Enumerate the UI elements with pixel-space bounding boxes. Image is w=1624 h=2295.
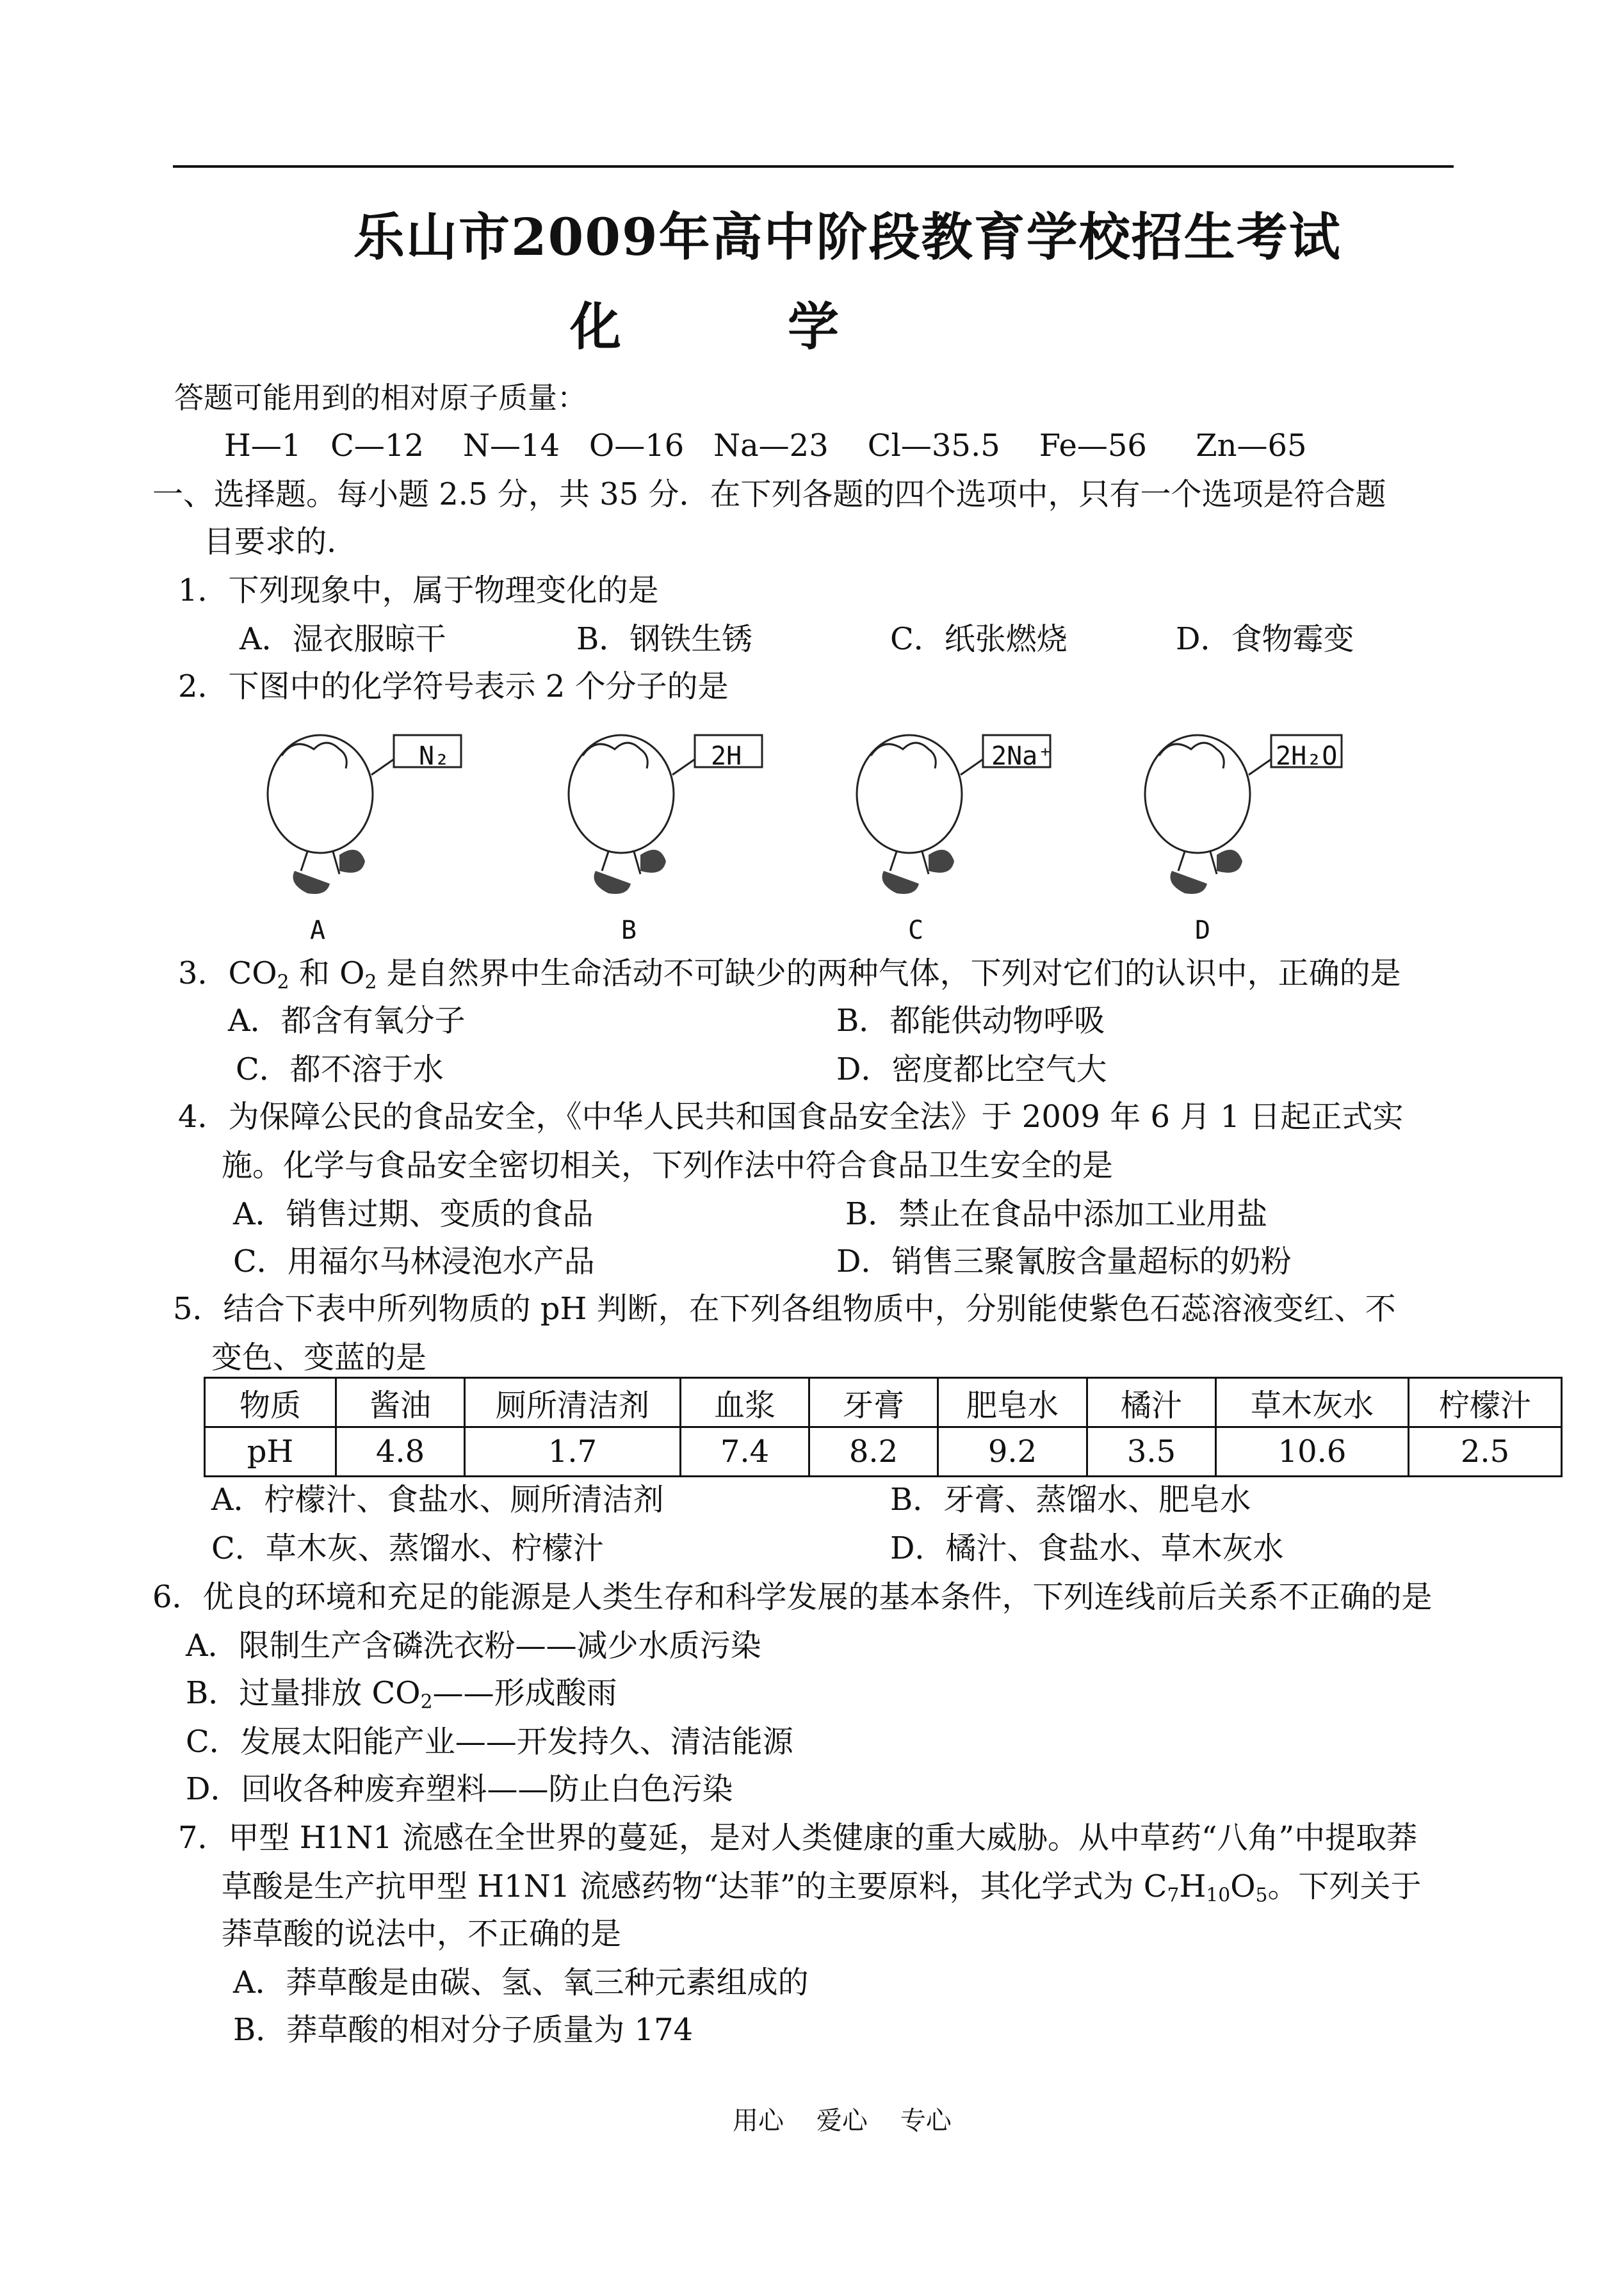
q7-stem: 7．甲型 H1N1 流感在全世界的蔓延，是对人类健康的重大威胁。从中草药“八角”中提取莽 xyxy=(178,1820,1418,1856)
q3-stem: 3．$CO_2$ 和 $O_2$ 是自然界中生命活动不可缺少的两种气体，下列对它们的认识中，正确的是 xyxy=(178,955,1401,994)
q7-stem-cont-2: 莽草酸的说法中，不正确的是 xyxy=(222,1916,622,1952)
sign-label-c: 2Na⁺ xyxy=(991,742,1053,771)
q6-stem: 6．优良的环境和充足的能源是人类生存和科学发展的基本条件，下列连线前后关系不正确的是 xyxy=(152,1579,1433,1615)
page-footer: 用心 爱心 专心 xyxy=(733,2106,952,2136)
q4-option-c: C．用福尔马林浸泡水产品 xyxy=(233,1244,595,1279)
atomic-mass-list: H—1 C—12 N—14 O—16 Na—23 Cl—35.5 Fe—56 Zn—65 xyxy=(224,428,1307,464)
figure-label-a: A xyxy=(310,916,326,945)
table-cell: 柠檬汁 xyxy=(1409,1378,1562,1427)
q7-option-b: B．莽草酸的相对分子质量为 174 xyxy=(233,2012,694,2048)
table-cell: 肥皂水 xyxy=(938,1378,1087,1427)
q6-option-a: A．限制生产含磷洗衣粉——减少水质污染 xyxy=(186,1628,761,1664)
subject-char-2: 学 xyxy=(788,296,839,357)
q3-option-d: D．密度都比空气大 xyxy=(836,1051,1107,1087)
q1-stem: 1．下列现象中，属于物理变化的是 xyxy=(178,572,659,608)
table-row xyxy=(205,1378,1562,1427)
section-heading: 一、选择题。每小题 2.5 分，共 35 分．在下列各题的四个选项中，只有一个选项是符合题 xyxy=(152,476,1386,512)
q5-option-d: D．橘汁、食盐水、草木灰水 xyxy=(890,1530,1284,1566)
subject-char-1: 化 xyxy=(570,296,621,357)
table-cell: 牙膏 xyxy=(809,1378,938,1427)
table-cell: 厕所清洁剂 xyxy=(465,1378,681,1427)
table-cell: 9.2 xyxy=(938,1427,1087,1477)
table-cell: 酱油 xyxy=(336,1378,465,1427)
figure-character-c xyxy=(845,730,1057,896)
q1-option-d: D．食物霉变 xyxy=(1176,621,1354,657)
q5-option-b: B．牙膏、蒸馏水、肥皂水 xyxy=(890,1482,1251,1518)
sign-label-a: N₂ xyxy=(419,742,450,771)
q3-option-a: A．都含有氧分子 xyxy=(228,1003,466,1039)
q1-option-b: B．钢铁生锈 xyxy=(576,621,753,657)
figure-label-b: B xyxy=(621,916,637,945)
q6-option-b: B．过量排放 $CO_2——$形成酸雨 xyxy=(186,1675,617,1714)
q3-option-b: B．都能供动物呼吸 xyxy=(836,1003,1105,1039)
figure-label-c: C xyxy=(908,916,924,945)
section-heading-cont: 目要求的. xyxy=(204,524,337,560)
q5-stem-cont: 变色、变蓝的是 xyxy=(211,1340,427,1375)
table-cell: 1.7 xyxy=(465,1427,681,1477)
atomic-mass-intro: 答题可能用到的相对原子质量： xyxy=(174,380,587,415)
q4-option-d: D．销售三聚氰胺含量超标的奶粉 xyxy=(836,1244,1292,1279)
q1-option-a: A．湿衣服晾干 xyxy=(240,621,446,657)
table-cell: 10.6 xyxy=(1216,1427,1409,1477)
q6-option-c: C．发展太阳能产业——开发持久、清洁能源 xyxy=(186,1724,793,1760)
table-cell: 物质 xyxy=(205,1378,336,1427)
q5-option-c: C．草木灰、蒸馏水、柠檬汁 xyxy=(211,1530,604,1566)
table-row xyxy=(205,1427,1562,1477)
table-cell: 3.5 xyxy=(1087,1427,1216,1477)
table-cell: pH xyxy=(205,1427,336,1477)
table-cell: 橘汁 xyxy=(1087,1378,1216,1427)
table-cell: 7.4 xyxy=(681,1427,809,1477)
q4-stem: 4．为保障公民的食品安全，《中华人民共和国食品安全法》于 2009 年 6 月 1 日起正式实 xyxy=(178,1099,1404,1135)
table-cell: 4.8 xyxy=(336,1427,465,1477)
table-cell: 血浆 xyxy=(681,1378,809,1427)
table-cell: 草木灰水 xyxy=(1216,1378,1409,1427)
figure-character-d xyxy=(1133,730,1345,896)
table-cell: 8.2 xyxy=(809,1427,938,1477)
q7-option-a: A．莽草酸是由碳、氢、氧三种元素组成的 xyxy=(233,1965,809,2000)
table-cell: 2.5 xyxy=(1409,1427,1562,1477)
q4-option-b: B．禁止在食品中添加工业用盐 xyxy=(845,1196,1268,1232)
q5-option-a: A．柠檬汁、食盐水、厕所清洁剂 xyxy=(211,1482,664,1518)
q6-option-d: D．回收各种废弃塑料——防止白色污染 xyxy=(186,1771,733,1807)
q3-option-c: C．都不溶于水 xyxy=(236,1051,444,1087)
q1-option-c: C．纸张燃烧 xyxy=(890,621,1068,657)
page-title: 乐山市2009年高中阶段教育学校招生考试 xyxy=(353,207,1342,267)
figure-character-a xyxy=(256,730,467,896)
q4-option-a: A．销售过期、变质的食品 xyxy=(233,1196,594,1232)
q4-stem-cont: 施。化学与食品安全密切相关，下列作法中符合食品卫生安全的是 xyxy=(222,1148,1114,1183)
q7-stem-cont: 草酸是生产抗甲型 H1N1 流感药物“达菲”的主要原料，其化学式为 $C_7H_{10}O_5$。下列关于 xyxy=(222,1869,1422,1907)
q2-stem: 2．下图中的化学符号表示 2 个分子的是 xyxy=(178,669,729,704)
sign-label-d: 2H₂O xyxy=(1276,742,1338,771)
sign-label-b: 2H xyxy=(711,742,742,771)
top-rule xyxy=(173,165,1454,168)
q5-stem: 5．结合下表中所列物质的 pH 判断，在下列各组物质中，分别能使紫色石蕊溶液变红、不 xyxy=(173,1291,1396,1327)
figure-character-b xyxy=(557,730,768,896)
ph-table xyxy=(204,1377,1563,1477)
figure-label-d: D xyxy=(1195,916,1211,945)
